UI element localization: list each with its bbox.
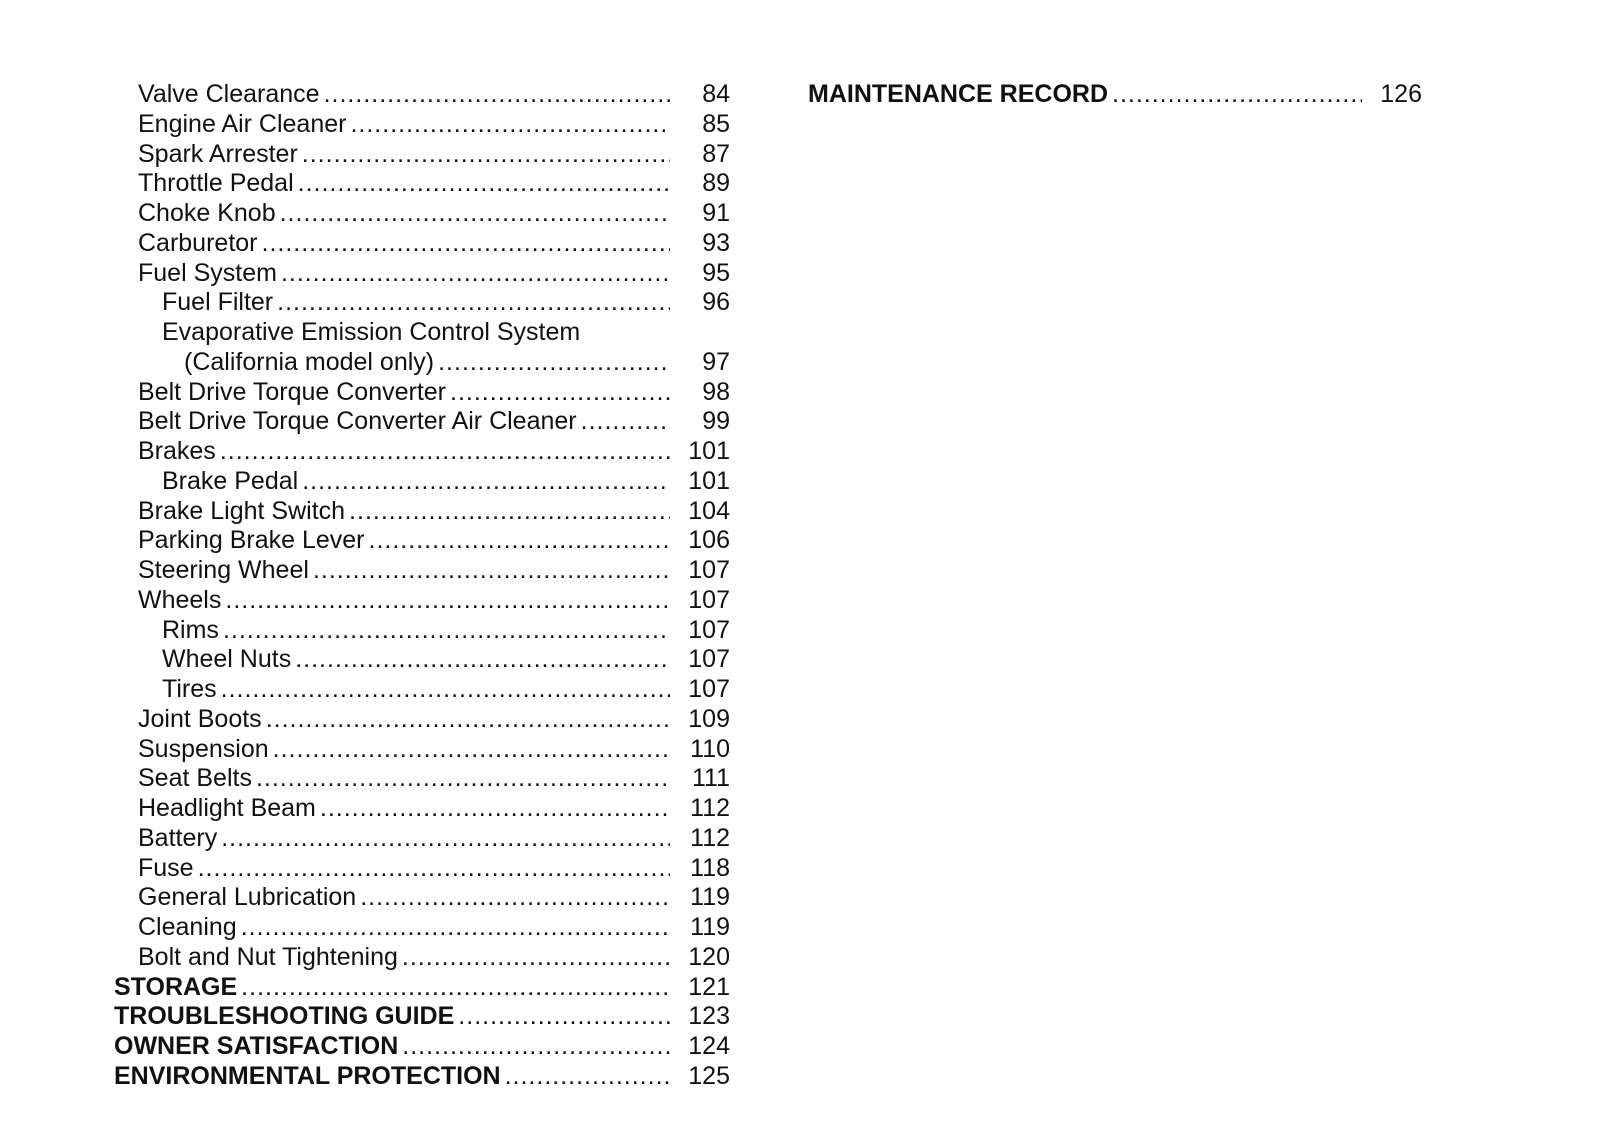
toc-entry-row: [114, 110, 730, 140]
toc-entry-title: Fuel Filter: [162, 288, 274, 317]
toc-entry-left-column-32[interactable]: [114, 1032, 730, 1062]
toc-entry-page-number: 119: [690, 913, 730, 941]
toc-entry-row: [114, 824, 730, 854]
toc-entry-title: General Lubrication: [138, 883, 357, 912]
toc-dot-leader: [458, 1002, 670, 1032]
toc-entry-left-column-21[interactable]: [114, 705, 730, 735]
toc-dot-leader: [402, 1032, 670, 1062]
toc-dot-leader: [221, 675, 670, 705]
toc-dot-leader: [298, 169, 670, 199]
toc-dot-leader: [198, 854, 670, 884]
toc-entry-page-number: 104: [688, 496, 730, 525]
toc-entry-left-column-22[interactable]: [114, 735, 730, 765]
toc-entry-page-number: 107: [688, 556, 730, 584]
toc-entry-page-number: 98: [702, 377, 730, 406]
toc-entry-left-column-15[interactable]: [114, 526, 730, 556]
toc-entry-page-number: 112: [690, 794, 730, 822]
toc-entry-page-number: 106: [688, 526, 730, 555]
toc-entry-left-column-24[interactable]: [114, 794, 730, 824]
toc-entry-page-number: 101: [688, 466, 730, 495]
toc-entry-row: [114, 1032, 730, 1062]
toc-entry-row: [114, 973, 730, 1003]
toc-entry-left-column-0[interactable]: [114, 80, 730, 110]
toc-dot-leader: [256, 764, 670, 794]
toc-entry-page-number: 112: [690, 823, 730, 852]
toc-entry-page-number: 120: [688, 942, 730, 971]
toc-entry-page-number: 97: [702, 347, 730, 376]
toc-entry-page-number: 109: [688, 704, 730, 733]
toc-entry-title: Parking Brake Lever: [138, 526, 365, 555]
toc-dot-leader: [450, 378, 670, 408]
toc-entry-page-number: 107: [688, 645, 730, 674]
toc-entry-title: Joint Boots: [138, 704, 262, 733]
toc-entry-page-number: 125: [688, 1061, 730, 1090]
toc-entry-row: [114, 705, 730, 735]
toc-entry-row: [114, 1002, 730, 1032]
toc-dot-leader: [266, 705, 670, 735]
toc-entry-row: [114, 586, 730, 616]
toc-entry-left-column-6[interactable]: [114, 259, 730, 289]
toc-entry-page-number: 126: [1380, 80, 1422, 108]
toc-entry-page-number: 110: [690, 734, 730, 763]
toc-entry-left-column-11[interactable]: [114, 407, 730, 437]
toc-entry-page-number: 107: [688, 615, 730, 644]
toc-entry-page-number: 124: [688, 1032, 730, 1060]
toc-entry-row: [114, 794, 730, 824]
toc-entry-title: Brakes: [138, 437, 216, 465]
toc-entry-left-column-2[interactable]: [114, 140, 730, 170]
toc-entry-page-number: 93: [702, 228, 730, 257]
toc-entry-row: [114, 735, 730, 765]
toc-dot-leader: [1112, 80, 1362, 110]
toc-entry-title: Brake Pedal: [162, 466, 299, 495]
toc-entry-title: Cleaning: [138, 913, 237, 941]
toc-dot-leader: [280, 199, 670, 229]
toc-dot-leader: [313, 556, 670, 586]
toc-dot-leader: [320, 794, 670, 824]
toc-entry-left-column-1[interactable]: [114, 110, 730, 140]
toc-dot-leader: [241, 973, 670, 1003]
toc-entry-left-column-5[interactable]: [114, 229, 730, 259]
toc-dot-leader: [402, 943, 670, 973]
toc-entry-left-column-8[interactable]: [114, 318, 730, 348]
toc-entry-left-column-4[interactable]: [114, 199, 730, 229]
toc-entry-row: [114, 943, 730, 973]
toc-entry-page-number: 91: [702, 199, 730, 227]
toc-entry-row: [114, 259, 730, 289]
toc-entry-title: Brake Light Switch: [138, 496, 346, 525]
toc-entry-row: [114, 199, 730, 229]
toc-entry-left-column-27[interactable]: [114, 883, 730, 913]
toc-entry-left-column-13[interactable]: [114, 467, 730, 497]
toc-entry-left-column-17[interactable]: [114, 586, 730, 616]
toc-entry-title: Steering Wheel: [138, 556, 309, 584]
toc-entry-left-column-29[interactable]: [114, 943, 730, 973]
toc-entry-row: [114, 378, 730, 408]
toc-entry-page-number: 118: [690, 853, 730, 882]
toc-entry-row: [114, 407, 730, 437]
toc-entry-row: [114, 556, 730, 586]
toc-dot-leader: [350, 110, 670, 140]
toc-dot-leader: [221, 824, 670, 854]
toc-entry-left-column-9[interactable]: [114, 348, 730, 378]
toc-entry-title: MAINTENANCE RECORD: [808, 80, 1108, 108]
toc-entry-title: ENVIRONMENTAL PROTECTION: [114, 1061, 501, 1090]
toc-dot-leader: [220, 437, 670, 467]
toc-entry-left-column-23[interactable]: [114, 764, 730, 794]
toc-entry-row: [114, 437, 730, 467]
toc-entry-row: [114, 318, 730, 348]
toc-entry-row: [114, 140, 730, 170]
toc-entry-left-column-25[interactable]: [114, 824, 730, 854]
toc-entry-left-column-33[interactable]: [114, 1062, 730, 1092]
toc-entry-page-number: 121: [688, 972, 730, 1001]
toc-entry-row: [114, 169, 730, 199]
toc-entry-page-number: 95: [702, 258, 730, 287]
toc-entry-title: Battery: [138, 823, 218, 852]
toc-entry-row: [114, 467, 730, 497]
toc-entry-page-number: 84: [702, 80, 730, 108]
toc-dot-leader: [295, 645, 670, 675]
toc-entry-title: Evaporative Emission Control System: [162, 318, 581, 346]
toc-entry-title: Engine Air Cleaner: [138, 109, 347, 138]
toc-entry-left-column-12[interactable]: [114, 437, 730, 467]
toc-entry-title: Spark Arrester: [138, 139, 298, 168]
toc-entry-row: [114, 675, 730, 705]
toc-entry-left-column-30[interactable]: [114, 973, 730, 1003]
toc-entry-row: [808, 80, 1422, 110]
toc-right-column: [808, 80, 1422, 110]
toc-dot-leader: [369, 526, 670, 556]
toc-dot-leader: [324, 80, 670, 110]
toc-dot-leader: [225, 586, 670, 616]
toc-entry-page-number: 107: [688, 675, 730, 703]
toc-dot-leader: [281, 259, 670, 289]
toc-entry-left-column-26[interactable]: [114, 854, 730, 884]
toc-dot-leader: [505, 1062, 670, 1092]
toc-entry-page-number: 111: [691, 764, 730, 793]
toc-dot-leader: [349, 497, 670, 527]
toc-entry-page-number: 99: [702, 407, 730, 436]
toc-entry-title: Belt Drive Torque Converter: [138, 377, 447, 406]
toc-entry-row: [114, 288, 730, 318]
toc-entry-title: TROUBLESHOOTING GUIDE: [114, 1002, 455, 1031]
toc-entry-row: [114, 1062, 730, 1092]
toc-entry-row: [114, 913, 730, 943]
toc-entry-title: Choke Knob: [138, 199, 276, 227]
toc-entry-title: Rims: [162, 615, 219, 644]
toc-dot-leader: [302, 467, 670, 497]
toc-entry-page-number: 89: [702, 169, 730, 198]
toc-dot-leader: [273, 735, 670, 765]
toc-entry-title: STORAGE: [114, 972, 238, 1001]
toc-entry-left-column-10[interactable]: [114, 378, 730, 408]
toc-entry-row: [114, 526, 730, 556]
toc-entry-title: Tires: [162, 675, 217, 703]
toc-entry-title: Valve Clearance: [138, 80, 320, 108]
toc-entry-title: Headlight Beam: [138, 794, 316, 822]
toc-entry-row: [114, 229, 730, 259]
toc-entry-title: OWNER SATISFACTION: [114, 1032, 399, 1060]
toc-entry-title: Fuel System: [138, 258, 277, 287]
toc-entry-left-column-18[interactable]: [114, 616, 730, 646]
toc-dot-leader: [581, 407, 670, 437]
toc-dot-leader: [438, 348, 670, 378]
toc-entry-page-number: 107: [688, 585, 730, 614]
toc-entry-title: (California model only): [184, 347, 435, 376]
toc-entry-title: Suspension: [138, 734, 269, 763]
toc-entry-left-column-16[interactable]: [114, 556, 730, 586]
toc-entry-title: Seat Belts: [138, 764, 252, 793]
toc-dot-leader: [262, 229, 671, 259]
toc-entry-row: [114, 883, 730, 913]
toc-entry-left-column-14[interactable]: [114, 497, 730, 527]
toc-entry-title: Wheel Nuts: [162, 645, 292, 674]
toc-entry-title: Fuse: [138, 853, 194, 882]
toc-dot-leader: [360, 883, 670, 913]
toc-entry-row: [114, 764, 730, 794]
toc-entry-title: Carburetor: [138, 228, 258, 257]
toc-entry-left-column-31[interactable]: [114, 1002, 730, 1032]
toc-entry-row: [114, 854, 730, 884]
toc-entry-right-column-0[interactable]: [808, 80, 1422, 110]
toc-entry-row: [114, 497, 730, 527]
toc-dot-leader: [277, 288, 670, 318]
toc-left-column: [114, 80, 730, 1092]
toc-entry-row: [114, 616, 730, 646]
toc-dot-leader: [241, 913, 670, 943]
toc-entry-page-number: 87: [702, 139, 730, 168]
toc-entry-page-number: 85: [702, 109, 730, 138]
toc-entry-title: Bolt and Nut Tightening: [138, 942, 398, 971]
toc-entry-page-number: 101: [688, 437, 730, 465]
toc-dot-leader: [223, 616, 670, 646]
toc-entry-left-column-19[interactable]: [114, 645, 730, 675]
toc-entry-left-column-3[interactable]: [114, 169, 730, 199]
toc-entry-title: Throttle Pedal: [138, 169, 294, 198]
toc-entry-title: Wheels: [138, 585, 222, 614]
toc-entry-row: [114, 348, 730, 378]
toc-entry-row: [114, 80, 730, 110]
toc-entry-left-column-28[interactable]: [114, 913, 730, 943]
toc-entry-row: [114, 645, 730, 675]
toc-entry-left-column-20[interactable]: [114, 675, 730, 705]
toc-entry-page-number: 119: [690, 883, 730, 912]
toc-entry-left-column-7[interactable]: [114, 288, 730, 318]
toc-dot-leader: [302, 140, 670, 170]
toc-entry-page-number: 123: [688, 1002, 730, 1031]
toc-entry-title: Belt Drive Torque Converter Air Cleaner: [138, 407, 577, 436]
toc-entry-page-number: 96: [702, 288, 730, 317]
